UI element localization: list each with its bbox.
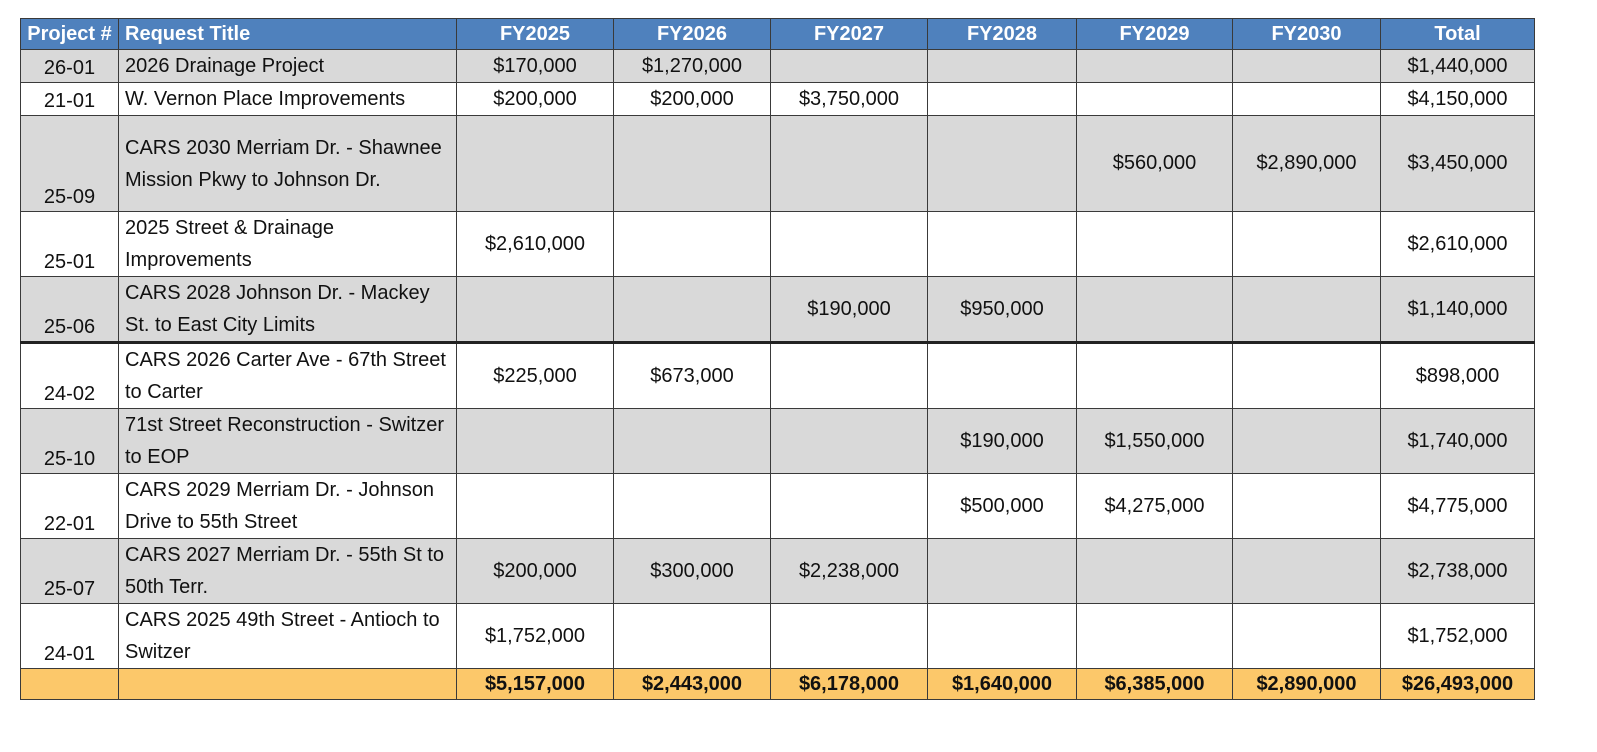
request-title-cell: W. Vernon Place Improvements — [119, 83, 457, 116]
fy2025-cell — [457, 116, 614, 212]
fy2026-total: $2,443,000 — [614, 669, 771, 700]
fy2029-cell: $560,000 — [1077, 116, 1233, 212]
fy2028-cell: $500,000 — [928, 474, 1077, 539]
fy2027-total: $6,178,000 — [771, 669, 928, 700]
project-number-cell: 24-02 — [21, 343, 119, 409]
fy2026-cell — [614, 116, 771, 212]
fy2029-cell: $1,550,000 — [1077, 409, 1233, 474]
row-total-cell: $4,150,000 — [1381, 83, 1535, 116]
project-number-cell: 24-01 — [21, 604, 119, 669]
request-title-cell: CARS 2025 49th Street - Antioch to Switzer — [119, 604, 457, 669]
fy2026-cell: $1,270,000 — [614, 50, 771, 83]
header-row — [21, 19, 1535, 50]
grand-total: $26,493,000 — [1381, 669, 1535, 700]
totals-blank-cell — [21, 669, 119, 700]
fy2029-cell: $4,275,000 — [1077, 474, 1233, 539]
fy2025-cell: $2,610,000 — [457, 212, 614, 277]
totals-blank-cell — [119, 669, 457, 700]
project-number-cell: 25-01 — [21, 212, 119, 277]
row-total-cell: $1,752,000 — [1381, 604, 1535, 669]
header-fy2027: FY2027 — [771, 19, 928, 50]
fy2030-cell — [1233, 343, 1381, 409]
fy2027-cell: $2,238,000 — [771, 539, 928, 604]
fy2028-cell — [928, 212, 1077, 277]
fy2026-cell: $300,000 — [614, 539, 771, 604]
fy2030-cell — [1233, 409, 1381, 474]
header-project-number: Project # — [21, 19, 119, 50]
fy2030-cell — [1233, 83, 1381, 116]
fy2028-total: $1,640,000 — [928, 669, 1077, 700]
fy2025-cell: $225,000 — [457, 343, 614, 409]
table-row — [21, 277, 1535, 343]
project-number-cell: 26-01 — [21, 50, 119, 83]
fy2028-cell — [928, 604, 1077, 669]
fy2027-cell — [771, 409, 928, 474]
fy2030-total: $2,890,000 — [1233, 669, 1381, 700]
header-fy2025: FY2025 — [457, 19, 614, 50]
fy2028-cell: $190,000 — [928, 409, 1077, 474]
fy2030-cell — [1233, 604, 1381, 669]
table-row — [21, 539, 1535, 604]
row-total-cell: $3,450,000 — [1381, 116, 1535, 212]
fy2025-cell — [457, 277, 614, 343]
fy2026-cell: $200,000 — [614, 83, 771, 116]
fy2027-cell — [771, 212, 928, 277]
fy2029-cell — [1077, 343, 1233, 409]
header-fy2026: FY2026 — [614, 19, 771, 50]
fy2026-cell — [614, 409, 771, 474]
fy2025-cell: $200,000 — [457, 83, 614, 116]
fy2030-cell — [1233, 50, 1381, 83]
fy2025-cell — [457, 409, 614, 474]
row-total-cell: $2,610,000 — [1381, 212, 1535, 277]
table-row — [21, 409, 1535, 474]
fy2025-cell: $200,000 — [457, 539, 614, 604]
table-row — [21, 50, 1535, 83]
fy2030-cell — [1233, 474, 1381, 539]
request-title-cell: CARS 2028 Johnson Dr. - Mackey St. to East City Limits — [119, 277, 457, 343]
fy2028-cell — [928, 83, 1077, 116]
fy2027-cell — [771, 343, 928, 409]
fy2026-cell — [614, 212, 771, 277]
fy2025-cell: $1,752,000 — [457, 604, 614, 669]
request-title-cell: 2026 Drainage Project — [119, 50, 457, 83]
table-row — [21, 604, 1535, 669]
project-number-cell: 25-09 — [21, 116, 119, 212]
fy2028-cell — [928, 539, 1077, 604]
fy2026-cell: $673,000 — [614, 343, 771, 409]
fy2029-cell — [1077, 212, 1233, 277]
header-fy2029: FY2029 — [1077, 19, 1233, 50]
row-total-cell: $2,738,000 — [1381, 539, 1535, 604]
fy2029-total: $6,385,000 — [1077, 669, 1233, 700]
header-request-title: Request Title — [119, 19, 457, 50]
request-title-cell: 71st Street Reconstruction - Switzer to EOP — [119, 409, 457, 474]
fy2025-total: $5,157,000 — [457, 669, 614, 700]
fy2029-cell — [1077, 604, 1233, 669]
fy2028-cell — [928, 50, 1077, 83]
fy2028-cell — [928, 116, 1077, 212]
row-total-cell: $4,775,000 — [1381, 474, 1535, 539]
row-total-cell: $1,740,000 — [1381, 409, 1535, 474]
fy2029-cell — [1077, 277, 1233, 343]
project-number-cell: 25-10 — [21, 409, 119, 474]
fy2028-cell — [928, 343, 1077, 409]
fy2027-cell: $3,750,000 — [771, 83, 928, 116]
fy2030-cell — [1233, 277, 1381, 343]
header-fy2030: FY2030 — [1233, 19, 1381, 50]
project-number-cell: 21-01 — [21, 83, 119, 116]
table-row — [21, 116, 1535, 212]
header-fy2028: FY2028 — [928, 19, 1077, 50]
row-total-cell: $898,000 — [1381, 343, 1535, 409]
table-row — [21, 474, 1535, 539]
fy2026-cell — [614, 277, 771, 343]
fy2029-cell — [1077, 539, 1233, 604]
fy2029-cell — [1077, 50, 1233, 83]
fy2030-cell: $2,890,000 — [1233, 116, 1381, 212]
request-title-cell: CARS 2027 Merriam Dr. - 55th St to 50th Terr. — [119, 539, 457, 604]
fy2030-cell — [1233, 539, 1381, 604]
fy2030-cell — [1233, 212, 1381, 277]
project-number-cell: 25-06 — [21, 277, 119, 343]
table-row — [21, 212, 1535, 277]
project-number-cell: 25-07 — [21, 539, 119, 604]
request-title-cell: CARS 2029 Merriam Dr. - Johnson Drive to 55th Street — [119, 474, 457, 539]
fy2025-cell — [457, 474, 614, 539]
fy2027-cell — [771, 50, 928, 83]
fy2025-cell: $170,000 — [457, 50, 614, 83]
fy2027-cell — [771, 474, 928, 539]
request-title-cell: CARS 2026 Carter Ave - 67th Street to Carter — [119, 343, 457, 409]
row-total-cell: $1,440,000 — [1381, 50, 1535, 83]
header-total: Total — [1381, 19, 1535, 50]
fy2026-cell — [614, 604, 771, 669]
fy2028-cell: $950,000 — [928, 277, 1077, 343]
table-row — [21, 343, 1535, 409]
fy2029-cell — [1077, 83, 1233, 116]
totals-row — [21, 669, 1535, 700]
fy2027-cell — [771, 116, 928, 212]
row-total-cell: $1,140,000 — [1381, 277, 1535, 343]
request-title-cell: CARS 2030 Merriam Dr. - Shawnee Mission Pkwy to Johnson Dr. — [119, 116, 457, 212]
table-row — [21, 83, 1535, 116]
request-title-cell: 2025 Street & Drainage Improvements — [119, 212, 457, 277]
fy2026-cell — [614, 474, 771, 539]
fy2027-cell — [771, 604, 928, 669]
capital-projects-table — [20, 18, 1535, 700]
project-number-cell: 22-01 — [21, 474, 119, 539]
fy2027-cell: $190,000 — [771, 277, 928, 343]
